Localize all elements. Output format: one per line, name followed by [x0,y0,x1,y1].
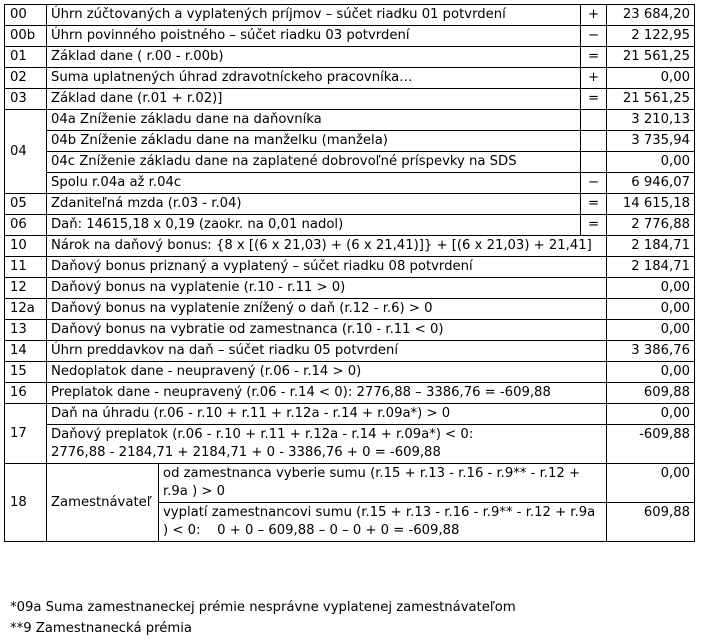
row-value: 0,00 [607,299,695,320]
row-number: 14 [5,341,47,362]
row-operator: − [581,26,607,47]
row-number: 05 [5,194,47,215]
table-row [5,278,695,299]
footnote: **9 Zamestnanecká prémia [10,621,192,636]
row-description: Daňový bonus na vybratie od zamestnanca (r.10 - r.11 < 0) [47,320,607,341]
table-row [5,110,695,131]
table-row [5,320,695,341]
row-value: 2 184,71 [607,236,695,257]
row-description: Základ dane ( r.00 - r.00b) [47,47,581,68]
row-description: 04a Zníženie základu dane na daňovníka [47,110,581,131]
table-row [5,5,695,26]
row-value: 14 615,18 [607,194,695,215]
row-description: od zamestnanca vyberie sumu (r.15 + r.13 - r.16 - r.9** - r.12 + r.9a ) > 0 [159,464,607,503]
table-row [5,173,695,194]
row-description: Zdaniteľná mzda (r.03 - r.04) [47,194,581,215]
row-description: Úhrn povinného poistného – súčet riadku 03 potvrdení [47,26,581,47]
row-value: 609,88 [607,383,695,404]
table-row [5,152,695,173]
row-number: 12a [5,299,47,320]
row-value: 0,00 [607,152,695,173]
row-number: 15 [5,362,47,383]
row-number: 03 [5,89,47,110]
row-number: 01 [5,47,47,68]
row-description: Suma uplatnených úhrad zdravotníckeho pracovníka… [47,68,581,89]
row-operator [581,131,607,152]
row-number: 10 [5,236,47,257]
row-number: 00b [5,26,47,47]
table-row [5,464,695,503]
row-number: 00 [5,5,47,26]
row-description: Daňový bonus priznaný a vyplatený – súčet riadku 08 potvrdení [47,257,607,278]
row-description: Spolu r.04a až r.04c [47,173,581,194]
row-value: 0,00 [607,320,695,341]
row-operator [581,152,607,173]
row-value: 3 735,94 [607,131,695,152]
row-number: 17 [5,404,47,464]
row-description: 04c Zníženie základu dane na zaplatené dobrovoľné príspevky na SDS [47,152,581,173]
row-description: Základ dane (r.01 + r.02)] [47,89,581,110]
row-number: 12 [5,278,47,299]
row-operator: = [581,89,607,110]
row-description: 04b Zníženie základu dane na manželku (manžela) [47,131,581,152]
row-description: Daňový bonus na vyplatenie (r.10 - r.11 > 0) [47,278,607,299]
table-row [5,26,695,47]
row-value: 2 776,88 [607,215,695,236]
row-description: vyplatí zamestnancovi sumu (r.15 + r.13 - r.16 - r.9** - r.12 + r.9a ) < 0: 0 + 0 – 609,88 – 0 – 0 + 0 = -609,88 [159,503,607,542]
row-value: 23 684,20 [607,5,695,26]
row-value: 0,00 [607,68,695,89]
row-description: Úhrn zúčtovaných a vyplatených príjmov – súčet riadku 01 potvrdení [47,5,581,26]
table-row [5,299,695,320]
row-operator: − [581,173,607,194]
row-value: 0,00 [607,362,695,383]
row-value: 21 561,25 [607,89,695,110]
row-description: Nárok na daňový bonus: {8 x [(6 x 21,03) + (6 x 21,41)]} + [(6 x 21,03) + 21,41] [47,236,607,257]
row-operator: = [581,215,607,236]
row-operator: + [581,5,607,26]
row-description: Nedoplatok dane - neupravený (r.06 - r.14 > 0) [47,362,607,383]
table-row [5,131,695,152]
row-value: 0,00 [607,464,695,503]
row-value: 3 386,76 [607,341,695,362]
table-row [5,215,695,236]
row-description: Úhrn preddavkov na daň – súčet riadku 05 potvrdení [47,341,607,362]
row-number: 16 [5,383,47,404]
row-value: 609,88 [607,503,695,542]
table-row [5,341,695,362]
table-row [5,404,695,425]
table-row [5,68,695,89]
table-row [5,383,695,404]
row-number: 04 [5,110,47,194]
row-value: 2 184,71 [607,257,695,278]
row-description-line: Daňový preplatok (r.06 - r.10 + r.11 + r.12a - r.14 + r.09a*) < 0: [51,427,474,442]
row-description: Daň: 14615,18 x 0,19 (zaokr. na 0,01 nadol) [47,215,581,236]
row-value: 0,00 [607,278,695,299]
row-value: 6 946,07 [607,173,695,194]
row-number: 02 [5,68,47,89]
table-row [5,236,695,257]
row-operator [581,110,607,131]
employer-label: Zamestnávateľ [47,464,159,542]
table-row [5,257,695,278]
table-row [5,89,695,110]
table-row [5,425,695,464]
row-value: 0,00 [607,404,695,425]
row-number: 13 [5,320,47,341]
footnotes [10,597,516,639]
tax-settlement-table [4,4,695,542]
row-description: Daňový bonus na vyplatenie znížený o daň (r.12 - r.6) > 0 [47,299,607,320]
row-value: 3 210,13 [607,110,695,131]
footnote: *09a Suma zamestnaneckej prémie nesprávne vyplatenej zamestnávateľom [10,600,516,615]
row-operator: + [581,68,607,89]
row-description: Daň na úhradu (r.06 - r.10 + r.11 + r.12a - r.14 + r.09a*) > 0 [47,404,607,425]
table-row [5,194,695,215]
row-number: 06 [5,215,47,236]
row-value: 21 561,25 [607,47,695,68]
row-value: -609,88 [607,425,695,464]
table-row [5,362,695,383]
row-number: 18 [5,464,47,542]
row-operator: = [581,47,607,68]
row-value: 2 122,95 [607,26,695,47]
row-operator: = [581,194,607,215]
table-row [5,47,695,68]
row-description: Preplatok dane - neupravený (r.06 - r.14 < 0): 2776,88 – 3386,76 = -609,88 [47,383,607,404]
row-description-line: 2776,88 - 2184,71 + 2184,71 + 0 - 3386,76 + 0 = -609,88 [51,445,441,460]
row-description [47,425,607,464]
row-number: 11 [5,257,47,278]
